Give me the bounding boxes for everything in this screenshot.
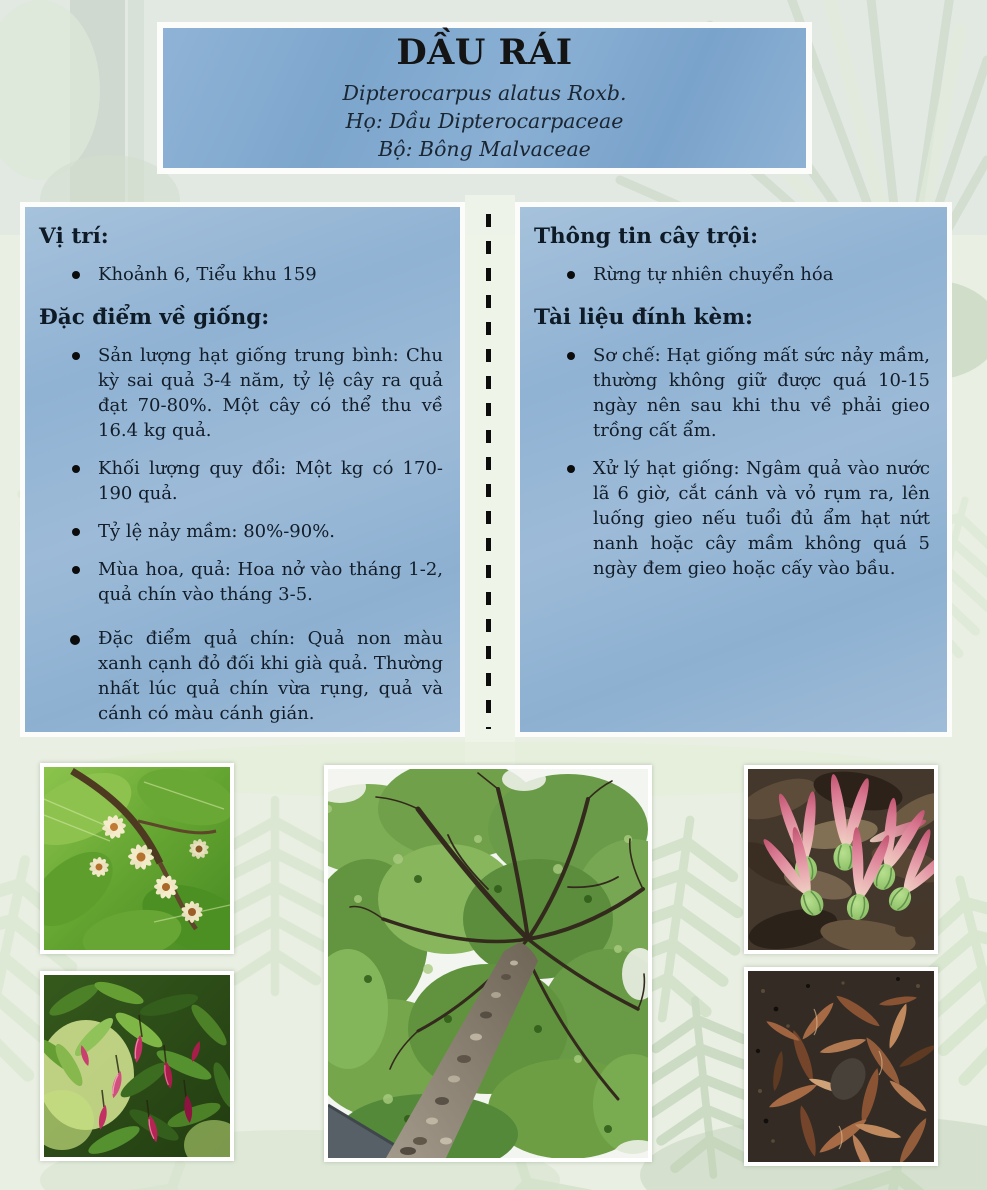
heading-vi-tri: Vị trí:	[39, 224, 109, 249]
order-line: Bộ: Bông Malvaceae	[378, 136, 591, 161]
panel-location-and-seed-traits	[20, 202, 465, 737]
list-item-ripe-fruit-traits: Đặc điểm quả chín: Quả non màu xanh cạnh đỏ đối khi già quả. Thường nhất lúc quả chín vừa rụng, quả và cánh có màu cánh gián.	[37, 626, 448, 726]
list-item-flowering-season: Mùa hoa, quả: Hoa nở vào tháng 1-2, quả chín vào tháng 3-5.	[37, 557, 448, 607]
dried-winged-seeds-illustration	[748, 971, 934, 1162]
header-card	[157, 22, 812, 174]
list-item-germination-rate: Tỷ lệ nảy mầm: 80%-90%.	[37, 519, 448, 544]
photo-dried-winged-seeds	[744, 967, 938, 1166]
dashed-divider	[486, 214, 491, 729]
panel-plus-tree-info	[515, 202, 952, 737]
heading-dac-diem-giong: Đặc điểm về giống:	[39, 305, 270, 331]
page-title: DẦU RÁI	[396, 32, 573, 74]
list-item-location: Khoảnh 6, Tiểu khu 159	[37, 262, 448, 287]
fresh-winged-seeds-illustration	[748, 769, 934, 950]
list-item-seed-treatment: Xử lý hạt giống: Ngâm quả vào nước lã 6 giờ, cắt cánh và vỏ rụm ra, lên luống gieo nếu tuổi đủ ẩm hạt nứt nanh hoặc cây mầm không quá 5 ngày đem gieo hoặc cấy vào bầu.	[532, 456, 935, 581]
scientific-name: Dipterocarpus alatus Roxb.	[342, 81, 627, 106]
list-item-seed-weight: Khối lượng quy đổi: Một kg có 170-190 quả.	[37, 456, 448, 506]
heading-thong-tin-cay-troi: Thông tin cây trội:	[534, 224, 759, 249]
list-item-seed-yield: Sản lượng hạt giống trung bình: Chu kỳ sai quả 3-4 năm, tỷ lệ cây ra quả đạt 70-80%. Một cây có thể thu về 16.4 kg quả.	[37, 343, 448, 443]
list-item-forest-type: Rừng tự nhiên chuyển hóa	[532, 262, 935, 287]
family-line: Họ: Dầu Dipterocarpaceae	[345, 109, 624, 134]
photo-tree-canopy-trunk	[324, 765, 652, 1162]
photo-ripe-fruit-foliage	[40, 971, 234, 1161]
flowering-branch-illustration	[44, 767, 230, 950]
photo-flowering-branch	[40, 763, 234, 954]
photo-fresh-winged-seeds	[744, 765, 938, 954]
ripe-fruit-foliage-illustration	[44, 975, 230, 1157]
list-item-preprocessing: Sơ chế: Hạt giống mất sức nảy mầm, thường không giữ được quá 10-15 ngày nên sau khi thu về phải gieo trồng cất ẩm.	[532, 343, 935, 443]
tree-canopy-illustration	[328, 769, 648, 1158]
heading-tai-lieu-dinh-kem: Tài liệu đính kèm:	[534, 305, 753, 331]
